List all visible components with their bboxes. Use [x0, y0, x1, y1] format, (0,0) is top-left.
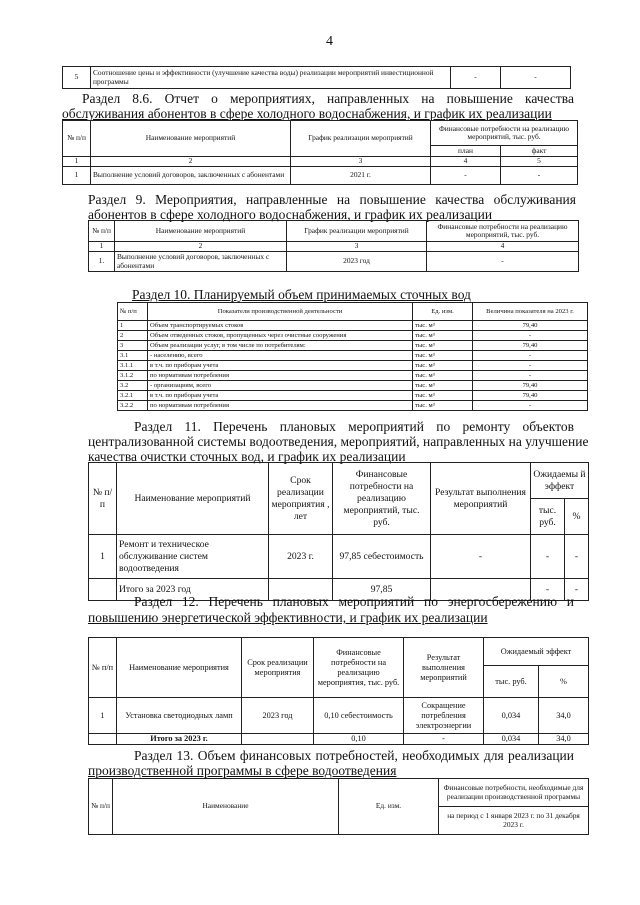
sec13-title-line1: Раздел 13. Объем финансовых потребностей, необходимых для реализации	[134, 748, 574, 763]
table-row: 5 Соотношение цены и эффективности (улучшение качества воды) реализации мероприятий инвестиционной программы - -	[63, 67, 571, 89]
sec11-title-line3: качества очистки сточных вод, и график их реализации	[88, 449, 406, 464]
table-row: 3 Объем реализации услуг, в том числе по потребителям: тыс. м³ 79,40	[118, 341, 588, 351]
table-row: 1. Выполнение условий договоров, заключенных с абонентами 2023 год -	[89, 252, 579, 272]
sec12-title-line2: повышению энергетической эффективности, и график их реализации	[88, 610, 488, 625]
total-row: Итого за 2023 г. 0,10 - 0,034 34,0	[89, 734, 589, 745]
sec12-title-line1: Раздел 12. Перечень плановых мероприятий по энергосбережению и	[134, 594, 574, 609]
table-row: 1 Установка светодиодных ламп 2023 год 0,10 себестоимость Сокращение потребления электроэнергии 0,034 34,0	[89, 698, 589, 734]
table-row: 3.2 - организациям, всего тыс. м³ 79,40	[118, 381, 588, 391]
sec11-table: № п/п Наименование мероприятий Срок реализации мероприятия , лет Финансовые потребности на реализацию мероприятий, тыс. руб. Результат выполнения мероприятий Ожидаемы й эффект тыс. руб. % 1 Ремонт и техническое обслуживание систем водоотведения 2023 г. 97,85 себестоимость - - - Итого за 2023 год 97,85 - -	[88, 462, 589, 601]
sec13-table: № п/п Наименование Ед. изм. Финансовые потребности, необходимые для реализации производственной программы на период с 1 января 2023 г. по 31 декабря 2023 г.	[88, 778, 589, 835]
total-row: Итого за 2023 год 97,85 - -	[89, 579, 589, 601]
sec86-table: № п/п Наименование мероприятий График реализации мероприятий Финансовые потребности на реализацию мероприятий, тыс. руб. план факт 1 2 3 4 5 1 Выполнение условий договоров, заключенных с абонентами 2021 г. - -	[62, 120, 578, 185]
sec10-table: № п/п Показатели производственной деятельности Ед. изм. Величина показателя на 2023 г. 1 Объем транспортируемых стоков тыс. м³ 79,40 2 Объем отведенных стоков, пропущенных через очистные сооружения тыс. м³ - 3 Объем реализации услуг, в том числе по потребителям: тыс. м³ 79,40 3.1 - населению, всего тыс. м³ - 3.1.1 в т.ч. по приборам учета тыс. м³ - 3.1.2 по нормативам потребления тыс. м³ - 3.2 - организациям, всего тыс. м³ 79,40 3.2.1 в т.ч. по приборам учета тыс. м³ 79,40 3.2.2 по нормативам потребления тыс. м³ -	[117, 302, 588, 411]
table-row: 3.2.1 в т.ч. по приборам учета тыс. м³ 79,40	[118, 391, 588, 401]
table-row: 3.1.2 по нормативам потребления тыс. м³ -	[118, 371, 588, 381]
sec9-title-line2: абонентов в сфере холодного водоснабжения, и график их реализации	[88, 207, 493, 222]
table-row: 3.1.1 в т.ч. по приборам учета тыс. м³ -	[118, 361, 588, 371]
table-row: 1 Объем транспортируемых стоков тыс. м³ 79,40	[118, 321, 588, 331]
table-row: 1 Выполнение условий договоров, заключенных с абонентами 2021 г. - -	[63, 167, 578, 185]
sec10-title: Раздел 10. Планируемый объем принимаемых сточных вод	[132, 287, 471, 302]
table-row: 3.1 - населению, всего тыс. м³ -	[118, 351, 588, 361]
sec11-title-line1: Раздел 11. Перечень плановых мероприятий по ремонту объектов	[134, 419, 574, 434]
table-row: 2 Объем отведенных стоков, пропущенных через очистные сооружения тыс. м³ -	[118, 331, 588, 341]
sec12-table: № п/п Наименование мероприятия Срок реализации мероприятия Финансовые потребности на реализацию мероприятия, тыс. руб. Результат выполнения мероприятий Ожидаемый эффект тыс. руб. % 1 Установка светодиодных ламп 2023 год 0,10 себестоимость Сокращение потребления электроэнергии 0,034 34,0 Итого за 2023 г. 0,10 - 0,034 34,0	[88, 637, 589, 745]
table-row: 3.2.2 по нормативам потребления тыс. м³ -	[118, 401, 588, 411]
sec9-title-line1: Раздел 9. Мероприятия, направленные на повышение качества обслуживания	[88, 192, 576, 207]
sec86-title-line1: Раздел 8.6. Отчет о мероприятиях, направленных на повышение качества	[82, 91, 574, 106]
page-number: 4	[326, 34, 333, 49]
sec11-title-line2: централизованной системы водоотведения, мероприятий, направленных на улучшение	[88, 434, 589, 449]
sec9-table: № п/п Наименование мероприятий График реализации мероприятий Финансовые потребности на реализацию мероприятий, тыс. руб. 1 2 3 4 1. Выполнение условий договоров, заключенных с абонентами 2023 год -	[88, 220, 579, 272]
sec13-title-line2: производственной программы в сфере водоотведения	[88, 763, 397, 778]
sec86-title-line2: обслуживания абонентов в сфере холодного водоснабжения, и график их реализации	[62, 106, 552, 121]
top-table	[62, 66, 571, 89]
table-row: 1 Ремонт и техническое обслуживание систем водоотведения 2023 г. 97,85 себестоимость - - -	[89, 535, 589, 579]
